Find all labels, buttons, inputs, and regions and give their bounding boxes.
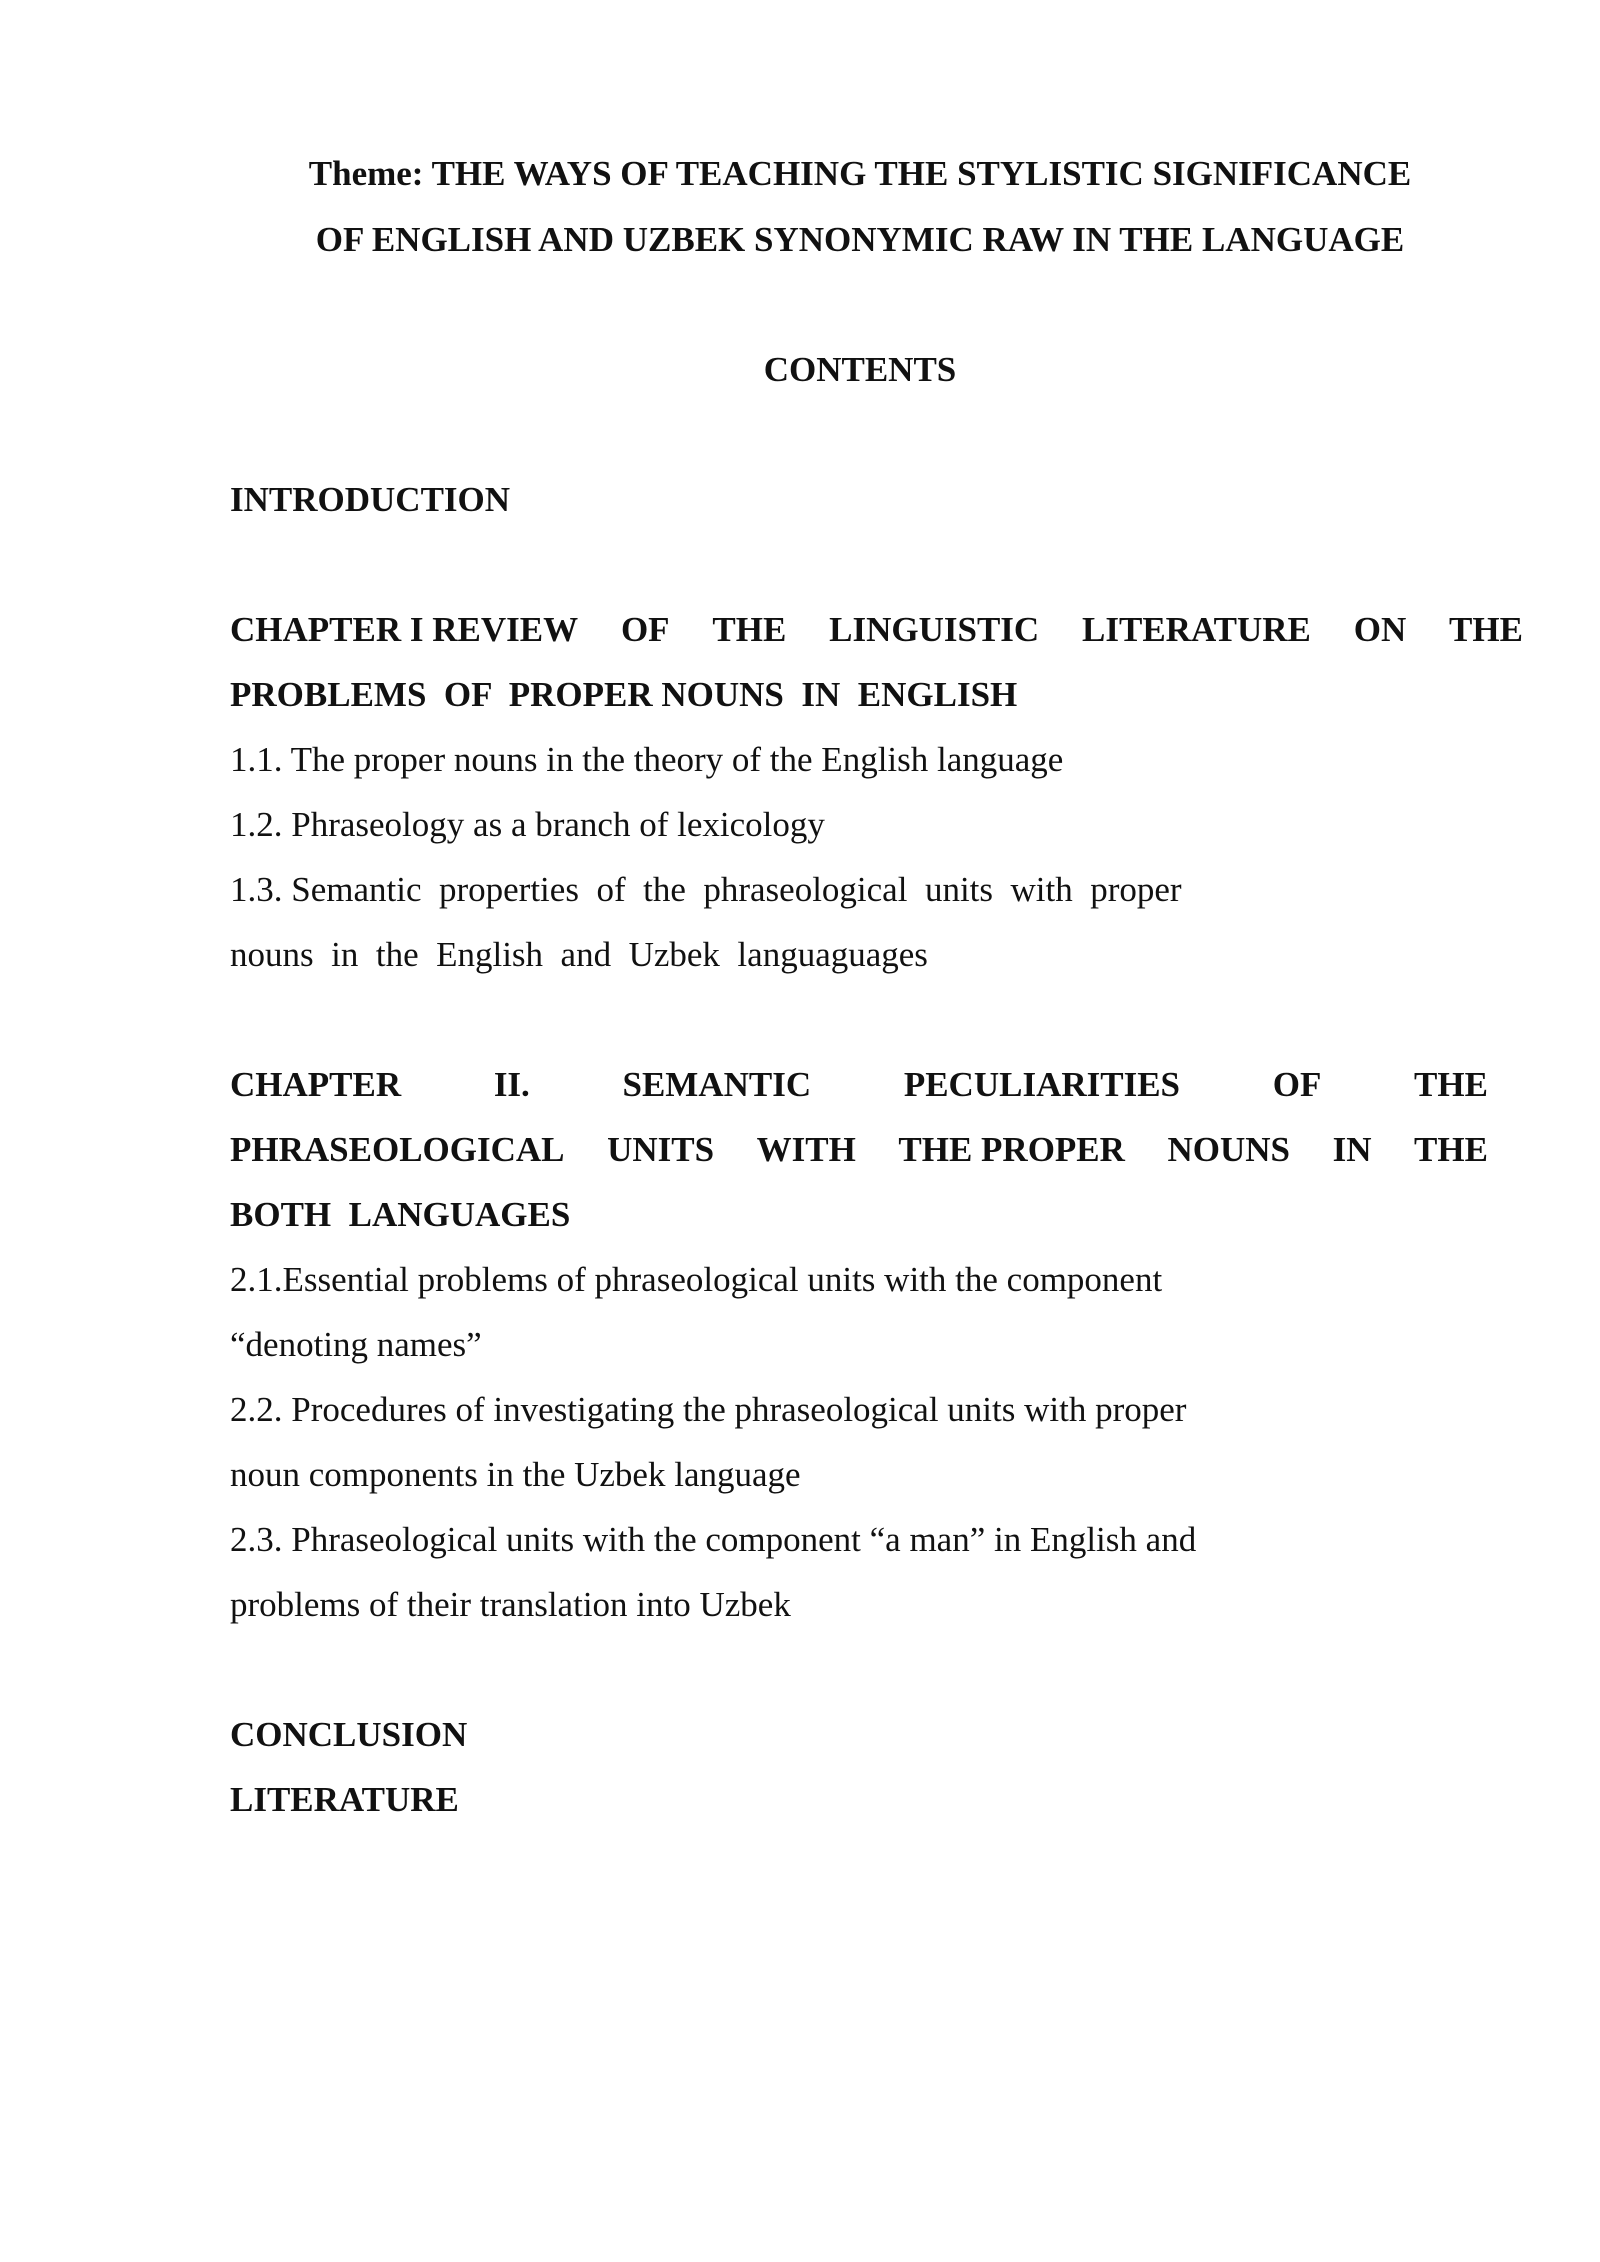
chapter2-heading-line-1 [230, 1063, 1488, 1107]
chapter2-word: II. [493, 1065, 530, 1104]
toc-item-2-2-cont: noun components in the Uzbek language [230, 1455, 801, 1494]
chapter2-word: PHRASEOLOGICAL [230, 1130, 565, 1169]
chapter1-word: OF [620, 610, 670, 649]
chapter2-word: THE PROPER [898, 1130, 1125, 1169]
literature-heading: LITERATURE [230, 1780, 459, 1819]
chapter1-word: THE [712, 610, 787, 649]
contents-heading: CONTENTS [763, 350, 957, 389]
toc-item-2-1-cont: “denoting names” [230, 1325, 482, 1364]
toc-item-1-2: 1.2. Phraseology as a branch of lexicology [230, 805, 825, 844]
chapter1-word: THE [1449, 610, 1523, 649]
chapter2-word: OF [1272, 1065, 1322, 1104]
theme-title-line-2: OF ENGLISH AND UZBEK SYNONYMIC RAW IN THE LANGUAGE [315, 220, 1405, 259]
toc-item-1-1: 1.1. The proper nouns in the theory of the English language [230, 740, 1064, 779]
toc-item-1-3-cont: nouns in the English and Uzbek languaguages [230, 935, 928, 974]
chapter1-word: LITERATURE [1082, 610, 1311, 649]
introduction-heading: INTRODUCTION [230, 480, 511, 519]
conclusion-heading: CONCLUSION [230, 1715, 468, 1754]
chapter2-word: THE [1414, 1065, 1488, 1104]
chapter2-heading-line-2 [230, 1128, 1488, 1172]
chapter2-word: PECULIARITIES [903, 1065, 1181, 1104]
chapter2-word: NOUNS [1167, 1130, 1291, 1169]
chapter2-word: WITH [756, 1130, 856, 1169]
chapter2-word: UNITS [607, 1130, 715, 1169]
chapter1-heading-line-1 [230, 608, 1523, 652]
toc-item-2-3-cont: problems of their translation into Uzbek [230, 1585, 791, 1624]
toc-item-2-3: 2.3. Phraseological units with the component “a man” in English and [230, 1520, 1197, 1559]
theme-title-line-1: Theme: THE WAYS OF TEACHING THE STYLISTIC SIGNIFICANCE [308, 154, 1412, 193]
chapter1-word: ON [1353, 610, 1407, 649]
toc-item-2-2: 2.2. Procedures of investigating the phraseological units with proper [230, 1390, 1187, 1429]
chapter1-word: CHAPTER I REVIEW [230, 610, 579, 649]
toc-item-2-1: 2.1.Essential problems of phraseological units with the component [230, 1260, 1163, 1299]
chapter1-heading-line-2: PROBLEMS OF PROPER NOUNS IN ENGLISH [230, 675, 1018, 714]
toc-item-1-3: 1.3. Semantic properties of the phraseological units with proper [230, 870, 1182, 909]
chapter2-word: IN [1332, 1130, 1372, 1169]
chapter1-word: LINGUISTIC [829, 610, 1040, 649]
chapter2-word: SEMANTIC [622, 1065, 812, 1104]
chapter2-heading-line-3: BOTH LANGUAGES [230, 1195, 571, 1234]
chapter2-word: CHAPTER [230, 1065, 402, 1104]
chapter2-word: THE [1414, 1130, 1488, 1169]
